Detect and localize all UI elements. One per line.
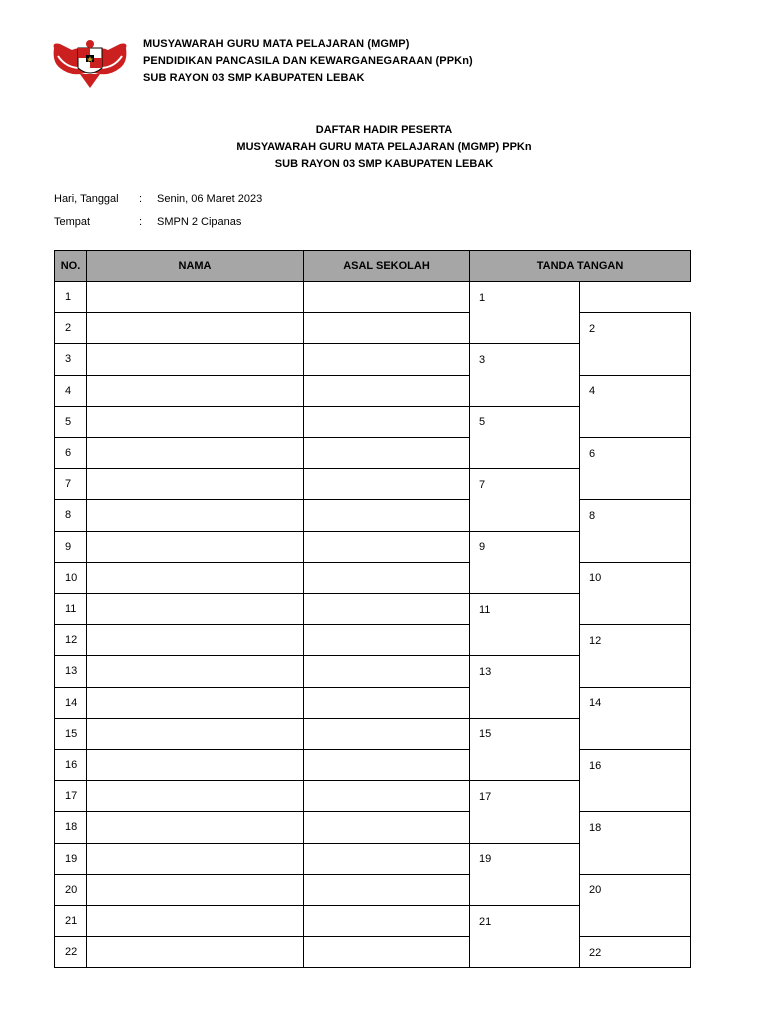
signature-number: 5 bbox=[479, 416, 486, 429]
signature-number: 13 bbox=[479, 665, 492, 678]
row-number: 3 bbox=[54, 343, 87, 375]
nama-field[interactable] bbox=[86, 499, 304, 531]
nama-field[interactable] bbox=[86, 624, 304, 656]
signature-box[interactable] bbox=[579, 375, 691, 438]
nama-field[interactable] bbox=[86, 811, 304, 843]
signature-number: 22 bbox=[589, 946, 602, 959]
asal-sekolah-field[interactable] bbox=[303, 749, 470, 781]
asal-sekolah-field[interactable] bbox=[303, 718, 470, 750]
row-number: 2 bbox=[54, 312, 87, 344]
nama-field[interactable] bbox=[86, 905, 304, 937]
signature-number: 20 bbox=[589, 884, 602, 897]
nama-field[interactable] bbox=[86, 531, 304, 563]
signature-box[interactable] bbox=[579, 312, 691, 375]
row-number: 9 bbox=[54, 531, 87, 563]
row-number: 14 bbox=[54, 687, 87, 719]
signature-number: 18 bbox=[589, 821, 602, 834]
signature-box[interactable] bbox=[579, 749, 691, 812]
asal-sekolah-field[interactable] bbox=[303, 936, 470, 968]
header-org-line-1: MUSYAWARAH GURU MATA PELAJARAN (MGMP) bbox=[143, 38, 410, 50]
row-number: 11 bbox=[54, 593, 87, 625]
signature-number: 10 bbox=[589, 572, 602, 585]
signature-box[interactable] bbox=[469, 406, 580, 469]
signature-box[interactable] bbox=[469, 593, 580, 656]
asal-sekolah-field[interactable] bbox=[303, 531, 470, 563]
nama-field[interactable] bbox=[86, 780, 304, 812]
nama-field[interactable] bbox=[86, 468, 304, 500]
signature-number: 12 bbox=[589, 634, 602, 647]
row-number: 4 bbox=[54, 375, 87, 407]
asal-sekolah-field[interactable] bbox=[303, 312, 470, 344]
signature-box[interactable] bbox=[579, 687, 691, 750]
row-number: 10 bbox=[54, 562, 87, 594]
signature-number: 4 bbox=[589, 385, 596, 398]
row-number: 20 bbox=[54, 874, 87, 906]
row-number: 18 bbox=[54, 811, 87, 843]
nama-field[interactable] bbox=[86, 343, 304, 375]
nama-field[interactable] bbox=[86, 312, 304, 344]
nama-field[interactable] bbox=[86, 406, 304, 438]
document-subtitle-1: MUSYAWARAH GURU MATA PELAJARAN (MGMP) PPKn bbox=[236, 141, 532, 153]
header-no: NO. bbox=[54, 250, 87, 282]
date-value: Senin, 06 Maret 2023 bbox=[157, 193, 263, 205]
asal-sekolah-field[interactable] bbox=[303, 562, 470, 594]
signature-number: 2 bbox=[589, 322, 596, 335]
row-number: 15 bbox=[54, 718, 87, 750]
signature-box[interactable] bbox=[579, 437, 691, 500]
signature-number: 7 bbox=[479, 478, 486, 491]
garuda-emblem-icon bbox=[50, 38, 130, 90]
header-nama: NAMA bbox=[86, 250, 304, 282]
row-number: 1 bbox=[54, 281, 87, 313]
signature-number: 21 bbox=[479, 915, 492, 928]
signature-number: 14 bbox=[589, 697, 602, 710]
nama-field[interactable] bbox=[86, 437, 304, 469]
row-number: 21 bbox=[54, 905, 87, 937]
nama-field[interactable] bbox=[86, 843, 304, 875]
signature-number: 11 bbox=[479, 603, 491, 616]
asal-sekolah-field[interactable] bbox=[303, 905, 470, 937]
signature-box[interactable] bbox=[579, 874, 691, 937]
document-subtitle-2: SUB RAYON 03 SMP KABUPATEN LEBAK bbox=[274, 158, 494, 170]
signature-box[interactable] bbox=[469, 343, 580, 406]
signature-number: 16 bbox=[589, 759, 602, 772]
asal-sekolah-field[interactable] bbox=[303, 655, 470, 687]
signature-box[interactable] bbox=[579, 811, 691, 874]
signature-box[interactable] bbox=[579, 624, 691, 687]
row-number: 17 bbox=[54, 780, 87, 812]
row-number: 6 bbox=[54, 437, 87, 469]
row-number: 5 bbox=[54, 406, 87, 438]
signature-box[interactable] bbox=[469, 843, 580, 906]
asal-sekolah-field[interactable] bbox=[303, 468, 470, 500]
row-number: 16 bbox=[54, 749, 87, 781]
header-org-line-3: SUB RAYON 03 SMP KABUPATEN LEBAK bbox=[143, 72, 365, 84]
signature-box[interactable] bbox=[579, 562, 691, 625]
signature-number: 8 bbox=[589, 509, 596, 522]
signature-number: 3 bbox=[479, 353, 486, 366]
nama-field[interactable] bbox=[86, 375, 304, 407]
nama-field[interactable] bbox=[86, 562, 304, 594]
place-label: Tempat bbox=[54, 216, 91, 228]
asal-sekolah-field[interactable] bbox=[303, 499, 470, 531]
date-colon: : bbox=[139, 193, 143, 205]
signature-box[interactable] bbox=[469, 780, 580, 843]
asal-sekolah-field[interactable] bbox=[303, 375, 470, 407]
asal-sekolah-field[interactable] bbox=[303, 843, 470, 875]
row-number: 8 bbox=[54, 499, 87, 531]
signature-box[interactable] bbox=[469, 655, 580, 718]
header-tanda-tangan: TANDA TANGAN bbox=[469, 250, 691, 282]
asal-sekolah-field[interactable] bbox=[303, 281, 470, 313]
row-number: 13 bbox=[54, 655, 87, 687]
signature-number: 1 bbox=[479, 291, 486, 304]
nama-field[interactable] bbox=[86, 593, 304, 625]
asal-sekolah-field[interactable] bbox=[303, 437, 470, 469]
nama-field[interactable] bbox=[86, 718, 304, 750]
signature-number: 15 bbox=[479, 728, 492, 741]
signature-box[interactable] bbox=[579, 936, 691, 968]
nama-field[interactable] bbox=[86, 874, 304, 906]
signature-box[interactable] bbox=[579, 499, 691, 562]
document-title: DAFTAR HADIR PESERTA bbox=[315, 124, 453, 136]
signature-box[interactable] bbox=[469, 905, 580, 968]
signature-number: 6 bbox=[589, 447, 596, 460]
nama-field[interactable] bbox=[86, 936, 304, 968]
row-number: 19 bbox=[54, 843, 87, 875]
nama-field[interactable] bbox=[86, 655, 304, 687]
asal-sekolah-field[interactable] bbox=[303, 343, 470, 375]
signature-box[interactable] bbox=[469, 468, 580, 531]
date-label: Hari, Tanggal bbox=[54, 193, 119, 205]
asal-sekolah-field[interactable] bbox=[303, 624, 470, 656]
place-value: SMPN 2 Cipanas bbox=[157, 216, 242, 228]
header-org-line-2: PENDIDIKAN PANCASILA DAN KEWARGANEGARAAN (PPKn) bbox=[143, 55, 473, 67]
asal-sekolah-field[interactable] bbox=[303, 811, 470, 843]
signature-number: 17 bbox=[479, 790, 492, 803]
header-asal-sekolah: ASAL SEKOLAH bbox=[303, 250, 470, 282]
asal-sekolah-field[interactable] bbox=[303, 593, 470, 625]
asal-sekolah-field[interactable] bbox=[303, 406, 470, 438]
row-number: 12 bbox=[54, 624, 87, 656]
signature-box[interactable] bbox=[469, 531, 580, 594]
nama-field[interactable] bbox=[86, 281, 304, 313]
place-colon: : bbox=[139, 216, 143, 228]
row-number: 22 bbox=[54, 936, 87, 968]
nama-field[interactable] bbox=[86, 749, 304, 781]
nama-field[interactable] bbox=[86, 687, 304, 719]
signature-number: 9 bbox=[479, 541, 486, 554]
asal-sekolah-field[interactable] bbox=[303, 874, 470, 906]
asal-sekolah-field[interactable] bbox=[303, 780, 470, 812]
signature-number: 19 bbox=[479, 853, 492, 866]
signature-box[interactable] bbox=[469, 281, 580, 344]
signature-box[interactable] bbox=[469, 718, 580, 781]
asal-sekolah-field[interactable] bbox=[303, 687, 470, 719]
row-number: 7 bbox=[54, 468, 87, 500]
